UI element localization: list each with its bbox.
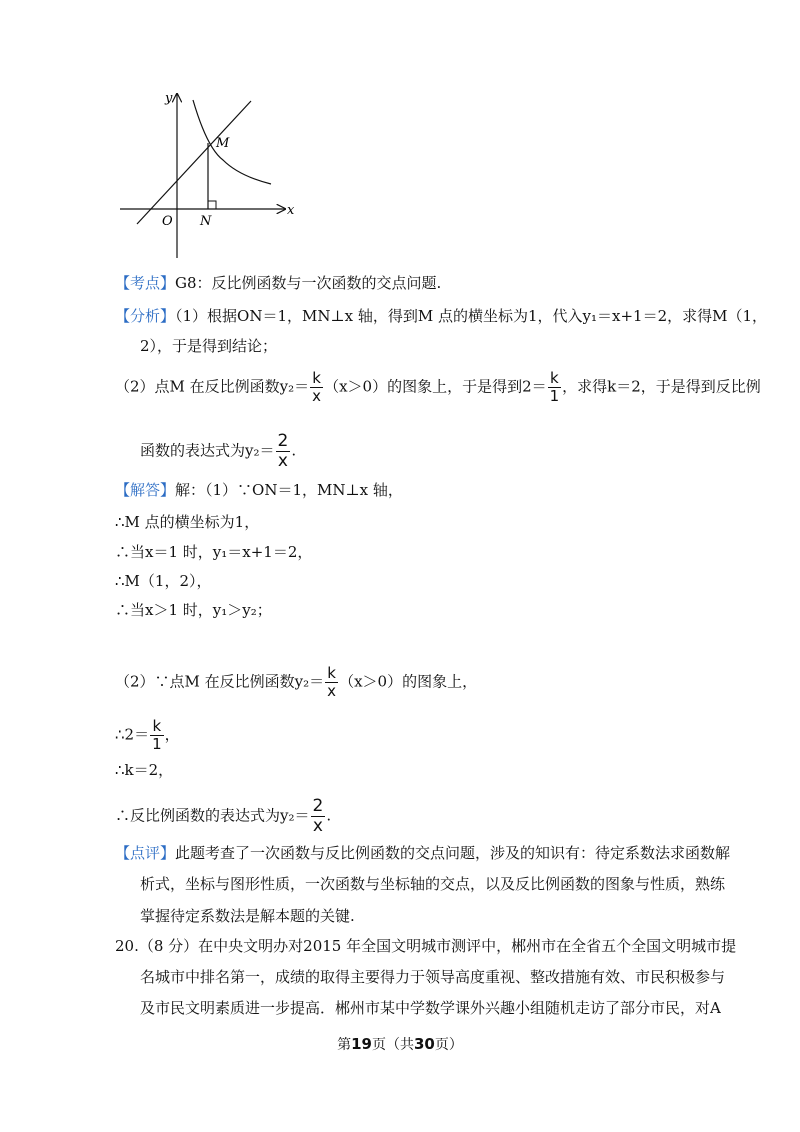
origin-label: O (162, 214, 173, 229)
question-20-line-3: 及市民文明素质进一步提高．郴州市某中学数学课外兴趣小组随机走访了部分市民，对A (140, 999, 721, 1017)
fenxi-tag: 【分析】 (115, 307, 176, 325)
inverse-function-curve (193, 100, 271, 184)
question-20-line-2: 名城市中排名第一，成绩的取得主要得力于领导高度重视、整改措施有效、市民积极参与 (140, 968, 726, 986)
point-n-label: N (200, 214, 212, 229)
dianping-tag: 【点评】 (115, 844, 176, 862)
jieda-text-7a: ∴2＝ (115, 725, 150, 744)
fraction-k-over-1-2: $\frac{k}{1}$ (152, 717, 162, 753)
jieda-line-5: ∴当x＞1 时，y₁＞y₂； (115, 601, 272, 619)
fenxi-line-3 (115, 370, 761, 405)
page-footer: 第19页（共30页） (337, 1035, 463, 1053)
function-graph-figure (115, 88, 305, 260)
jieda-text-6b: （x＞0）的图象上， (339, 672, 478, 691)
linear-function-line (137, 101, 251, 224)
jieda-line-8: ∴k＝2， (115, 761, 174, 779)
fenxi-line-4 (140, 432, 296, 471)
fenxi-line-2: 2），于是得到结论； (140, 337, 278, 355)
kaodian-tag: 【考点】 (115, 274, 176, 292)
jieda-line-6 (115, 665, 477, 700)
fraction-k-over-1: $\frac{k}{1}$ (549, 369, 560, 405)
page-total: 30 (414, 1035, 435, 1053)
fenxi-text-3a: （2）点M 在反比例函数y₂＝ (115, 377, 310, 396)
fenxi-text-4a: 函数的表达式为y₂＝ (140, 441, 275, 460)
page-number: 19 (351, 1035, 372, 1053)
jieda-line-2: ∴M 点的横坐标为1， (115, 513, 260, 531)
jieda-text-6a: （2）∵点M 在反比例函数y₂＝ (115, 672, 325, 691)
fraction-2-over-x-2: $\frac{2}{x}$ (312, 796, 324, 836)
jieda-text-1: 解：（1）∵ON＝1，MN⊥x 轴， (175, 481, 403, 499)
fenxi-text-1: （1）根据ON＝1，MN⊥x 轴，得到M 点的横坐标为1，代入y₁＝x+1＝2，求得M（1， (175, 307, 768, 325)
y-axis-label: y (165, 91, 173, 106)
fraction-2-over-x: $\frac{2}{x}$ (277, 431, 289, 471)
x-axis-label: x (287, 203, 295, 218)
right-angle-mark (208, 201, 216, 209)
fraction-k-over-x: $\frac{k}{x}$ (312, 369, 322, 405)
jieda-line-3: ∴当x＝1 时，y₁＝x+1＝2， (115, 543, 313, 561)
point-m-label: M (216, 136, 230, 151)
dianping-text-1: 此题考查了一次函数与反比例函数的交点问题，涉及的知识有：待定系数法求函数解 (175, 844, 731, 862)
jieda-line-9 (115, 797, 331, 836)
fenxi-text-3b: （x＞0）的图象上，于是得到2＝ (324, 377, 547, 396)
jieda-line-1 (115, 480, 403, 500)
jieda-text-9b: . (326, 806, 332, 825)
fenxi-text-3c: ，求得k＝2，于是得到反比例 (562, 377, 761, 396)
dianping-line-2: 析式，坐标与图形性质，一次函数与坐标轴的交点，以及反比例函数的图象与性质，熟练 (140, 875, 726, 893)
fraction-k-over-x-2: $\frac{k}{x}$ (327, 664, 337, 700)
jieda-tag: 【解答】 (115, 481, 176, 499)
fenxi-text-4b: . (291, 441, 297, 460)
kaodian-line (115, 273, 441, 293)
dianping-line-3: 掌握待定系数法是解本题的关键. (140, 907, 355, 925)
dianping-line-1 (115, 843, 730, 863)
jieda-line-7 (115, 718, 180, 753)
fenxi-line-1 (115, 306, 767, 326)
jieda-text-7b: ， (164, 725, 180, 744)
kaodian-text: G8：反比例函数与一次函数的交点问题. (175, 274, 442, 292)
jieda-line-4: ∴M（1，2）， (115, 572, 212, 590)
question-20-line-1: 20.（8 分）在中央文明办对2015 年全国文明城市测评中，郴州市在全省五个全国文明城市提 (115, 937, 737, 955)
jieda-text-9a: ∴反比例函数的表达式为y₂＝ (115, 806, 310, 825)
